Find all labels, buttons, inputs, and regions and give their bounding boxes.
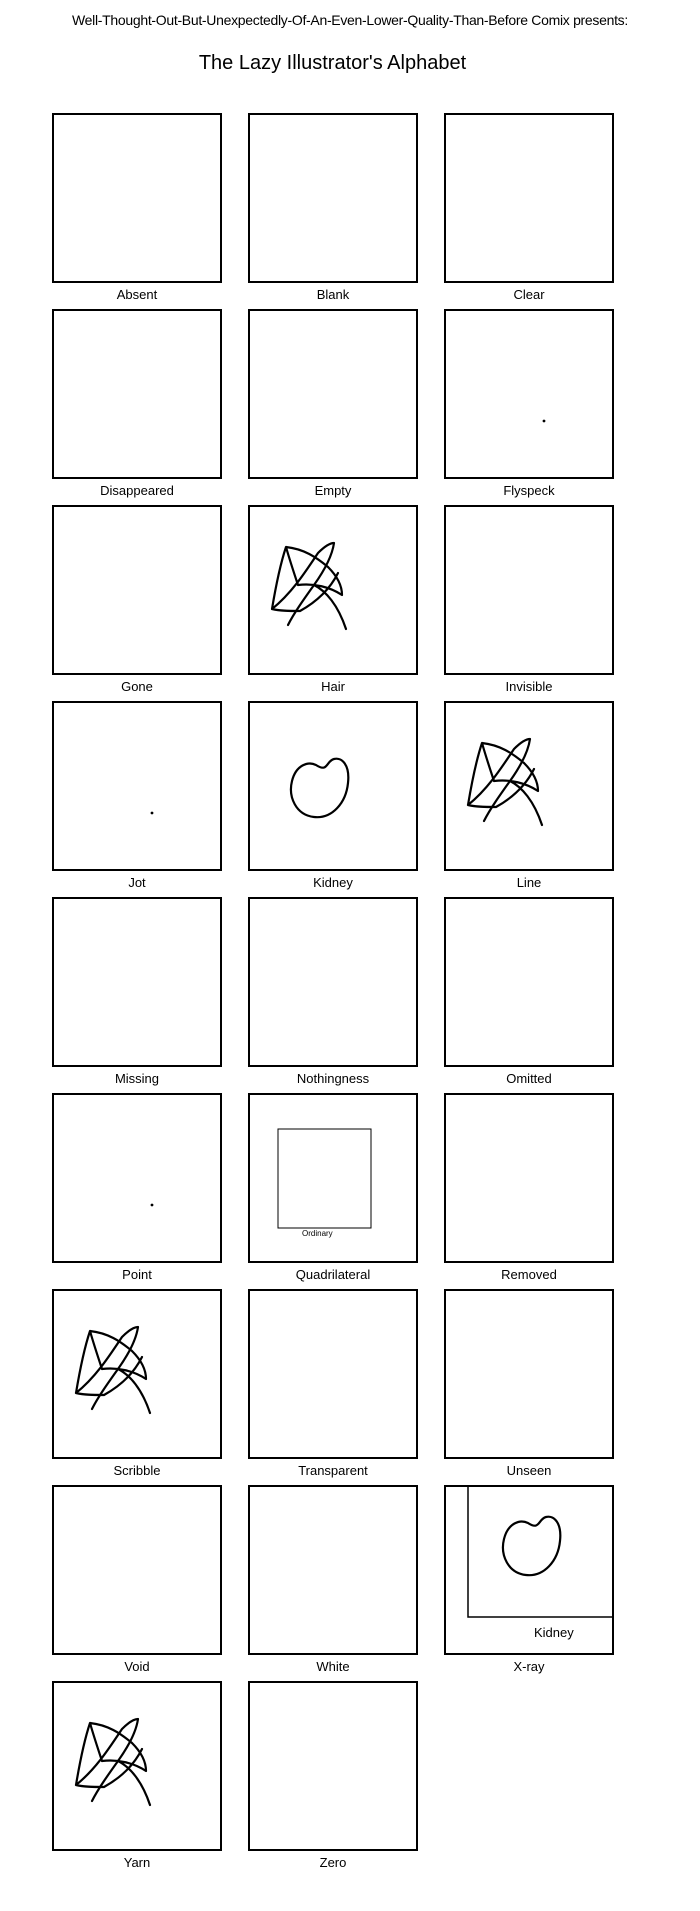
illustration-drawing bbox=[446, 507, 612, 673]
illustration-panel bbox=[52, 897, 222, 1067]
letter-caption: Quadrilateral bbox=[295, 1267, 371, 1282]
illustration-drawing bbox=[54, 1291, 220, 1457]
illustration-panel bbox=[444, 309, 614, 479]
letter-cell bbox=[248, 897, 418, 1093]
illustration-drawing bbox=[446, 1095, 612, 1261]
comic-title: The Lazy Illustrator's Alphabet bbox=[198, 52, 467, 74]
letter-caption: Clear bbox=[513, 287, 545, 302]
dot-mark bbox=[543, 420, 546, 423]
letter-cell bbox=[52, 113, 222, 309]
illustration-drawing bbox=[250, 1683, 416, 1849]
letter-cell bbox=[444, 309, 614, 505]
scribble-mark bbox=[272, 543, 346, 629]
letter-cell bbox=[52, 897, 222, 1093]
dot-mark bbox=[151, 1204, 154, 1207]
letter-caption: Zero bbox=[319, 1855, 347, 1870]
letter-cell bbox=[444, 505, 614, 701]
illustration-panel bbox=[444, 1093, 614, 1263]
inner-quadrilateral bbox=[278, 1129, 371, 1228]
letter-cell bbox=[52, 701, 222, 897]
letter-cell bbox=[248, 1681, 418, 1877]
kidney-mark bbox=[291, 759, 348, 817]
illustration-drawing bbox=[446, 311, 612, 477]
illustration-drawing bbox=[54, 507, 220, 673]
illustration-panel bbox=[444, 897, 614, 1067]
inner-caption: Kidney bbox=[534, 1625, 574, 1640]
illustration-panel bbox=[248, 1093, 418, 1263]
illustration-panel bbox=[52, 505, 222, 675]
letter-cell bbox=[248, 309, 418, 505]
letter-caption: Absent bbox=[116, 287, 158, 302]
letter-caption: Removed bbox=[501, 1267, 557, 1282]
letter-caption: Scribble bbox=[113, 1463, 161, 1478]
letter-caption: Hair bbox=[321, 679, 345, 694]
illustration-drawing bbox=[54, 311, 220, 477]
illustration-panel bbox=[444, 701, 614, 871]
illustration-drawing bbox=[446, 899, 612, 1065]
illustration-panel bbox=[444, 1289, 614, 1459]
letter-caption: Line bbox=[516, 875, 542, 890]
letter-caption: Blank bbox=[316, 287, 350, 302]
illustration-panel bbox=[248, 309, 418, 479]
illustration-panel bbox=[52, 1289, 222, 1459]
letter-cell bbox=[52, 309, 222, 505]
illustration-panel bbox=[52, 309, 222, 479]
letter-caption: Yarn bbox=[123, 1855, 151, 1870]
letter-caption: X-ray bbox=[513, 1659, 545, 1674]
illustration-drawing bbox=[54, 703, 220, 869]
comic-header: Well-Thought-Out-But-Unexpectedly-Of-An-Even-Lower-Quality-Than-Before Comix presents: bbox=[72, 12, 628, 28]
letter-caption: Empty bbox=[314, 483, 352, 498]
letter-cell bbox=[444, 1485, 614, 1681]
illustration-panel bbox=[52, 1485, 222, 1655]
letter-cell bbox=[248, 1289, 418, 1485]
illustration-panel bbox=[248, 897, 418, 1067]
illustration-panel bbox=[248, 113, 418, 283]
letter-cell bbox=[444, 701, 614, 897]
illustration-drawing bbox=[250, 1291, 416, 1457]
illustration-panel bbox=[444, 1485, 614, 1655]
letter-caption: Jot bbox=[128, 875, 146, 890]
dot-mark bbox=[151, 812, 154, 815]
letter-caption: Gone bbox=[121, 679, 153, 694]
letter-cell bbox=[248, 1485, 418, 1681]
letter-caption: Point bbox=[122, 1267, 152, 1282]
illustration-panel bbox=[248, 1289, 418, 1459]
letter-caption: Void bbox=[124, 1659, 150, 1674]
illustration-panel bbox=[52, 1093, 222, 1263]
illustration-drawing bbox=[54, 1683, 220, 1849]
illustration-panel bbox=[248, 1681, 418, 1851]
illustration-drawing bbox=[250, 899, 416, 1065]
illustration-drawing bbox=[446, 1291, 612, 1457]
illustration-panel bbox=[52, 701, 222, 871]
letter-caption: Flyspeck bbox=[503, 483, 555, 498]
letter-cell bbox=[52, 1289, 222, 1485]
letter-cell bbox=[248, 701, 418, 897]
letter-cell bbox=[52, 505, 222, 701]
letter-caption: White bbox=[316, 1659, 350, 1674]
illustration-drawing bbox=[250, 703, 416, 869]
illustration-panel bbox=[444, 505, 614, 675]
illustration-panel bbox=[248, 701, 418, 871]
illustration-drawing bbox=[250, 1095, 416, 1261]
letter-caption: Nothingness bbox=[296, 1071, 370, 1086]
illustration-panel bbox=[248, 505, 418, 675]
letter-cell bbox=[248, 113, 418, 309]
letter-cell bbox=[52, 1681, 222, 1877]
illustration-drawing bbox=[446, 1487, 612, 1653]
illustration-drawing bbox=[54, 1487, 220, 1653]
scribble-mark bbox=[76, 1327, 150, 1413]
letter-caption: Unseen bbox=[506, 1463, 552, 1478]
letter-cell bbox=[52, 1485, 222, 1681]
scribble-mark bbox=[468, 739, 542, 825]
letter-cell bbox=[52, 1093, 222, 1289]
illustration-drawing bbox=[54, 115, 220, 281]
letter-caption: Transparent bbox=[298, 1463, 368, 1478]
letter-cell bbox=[444, 1289, 614, 1485]
letter-cell bbox=[444, 1093, 614, 1289]
letter-cell bbox=[444, 897, 614, 1093]
illustration-panel bbox=[52, 1681, 222, 1851]
letter-cell bbox=[248, 505, 418, 701]
illustration-drawing bbox=[54, 1095, 220, 1261]
xray-inner-frame bbox=[468, 1487, 612, 1617]
illustration-drawing bbox=[446, 115, 612, 281]
illustration-drawing bbox=[54, 899, 220, 1065]
illustration-panel bbox=[248, 1485, 418, 1655]
illustration-drawing bbox=[250, 311, 416, 477]
letter-caption: Kidney bbox=[313, 875, 353, 890]
illustration-drawing bbox=[250, 507, 416, 673]
illustration-panel bbox=[52, 113, 222, 283]
kidney-mark bbox=[503, 1517, 560, 1575]
letter-cell bbox=[444, 113, 614, 309]
inner-caption: Ordinary bbox=[302, 1229, 333, 1238]
letter-cell bbox=[248, 1093, 418, 1289]
illustration-drawing bbox=[250, 115, 416, 281]
illustration-drawing bbox=[250, 1487, 416, 1653]
illustration-drawing bbox=[446, 703, 612, 869]
illustration-panel bbox=[444, 113, 614, 283]
letter-caption: Invisible bbox=[505, 679, 553, 694]
letter-caption: Missing bbox=[114, 1071, 160, 1086]
letter-caption: Disappeared bbox=[100, 483, 174, 498]
letter-caption: Omitted bbox=[506, 1071, 552, 1086]
scribble-mark bbox=[76, 1719, 150, 1805]
